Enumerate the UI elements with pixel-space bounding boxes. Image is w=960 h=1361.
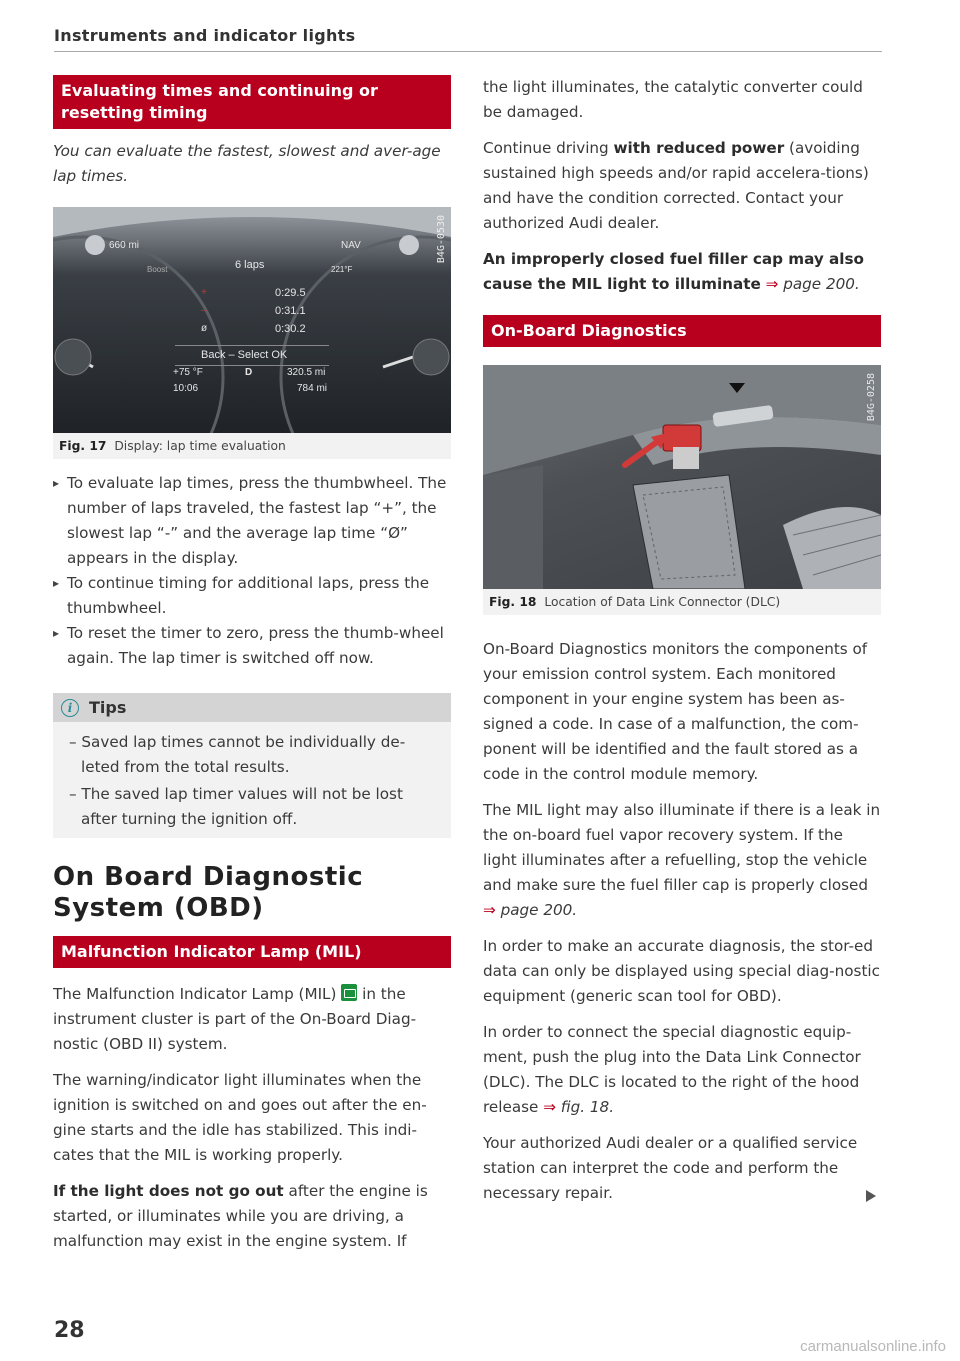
figure-18-label: Fig. 18 bbox=[489, 595, 537, 609]
onboard-p2-text: The MIL light may also illuminate if there is a leak in the on-board fuel vapor recovery system. If the light illuminates after a refuelling, stop the vehicle and make sure the fuel filler cap is properly closed bbox=[483, 801, 881, 894]
range-readout: 320.5 mi bbox=[287, 367, 326, 378]
watermark: carmanualsonline.info bbox=[800, 1338, 946, 1355]
display-divider bbox=[175, 345, 329, 346]
nav-label: NAV bbox=[341, 240, 361, 251]
figure-code: B4G-0530 bbox=[436, 215, 447, 264]
info-icon: i bbox=[61, 699, 79, 717]
outside-temp: +75 °F bbox=[173, 367, 203, 378]
onboard-paragraph-1: On-Board Diagnostics monitors the components of your emission control system. Each monitored component in your engine system has been as-signed a code. In case of a malfunction, the com-ponent will be identified and the fault stored as a code in the control module memory. bbox=[483, 640, 868, 783]
tips-box bbox=[53, 693, 451, 838]
fastest-lap-time: 0:29.5 bbox=[275, 287, 306, 299]
xref-text: page 200. bbox=[783, 275, 860, 293]
section-heading-evaluating: Evaluating times and continuing or resetting timing bbox=[53, 75, 451, 129]
average-symbol: ø bbox=[201, 323, 208, 334]
average-lap-time: 0:30.2 bbox=[275, 323, 306, 335]
odometer-readout: 660 mi bbox=[109, 240, 140, 251]
fuel-cap-bold: An improperly closed fuel filler cap may also cause the MIL light to illuminate bbox=[483, 250, 864, 293]
clock-readout: 10:06 bbox=[173, 383, 199, 394]
continue-arrow-icon bbox=[866, 1190, 876, 1202]
slowest-symbol: – bbox=[201, 305, 207, 316]
mil-paragraph-3 bbox=[53, 1179, 451, 1254]
figure-17-caption bbox=[53, 433, 451, 459]
reduced-power-paragraph bbox=[483, 136, 881, 236]
xref-fig-18[interactable] bbox=[543, 1098, 614, 1116]
tip-item: – The saved lap timer values will not be lost after turning the ignition off. bbox=[69, 785, 403, 828]
onboard-p4-text: In order to connect the special diagnostic equip-ment, push the plug into the Data Link Connector (DLC). The DLC is located to the right of the hood release bbox=[483, 1023, 861, 1116]
onboard-paragraph-2 bbox=[483, 798, 881, 923]
figure-18-caption-text: Location of Data Link Connector (DLC) bbox=[544, 595, 781, 609]
xref-text: fig. 18. bbox=[560, 1098, 615, 1116]
left-column bbox=[53, 75, 451, 1265]
tips-header bbox=[53, 693, 451, 722]
instruction-list bbox=[53, 471, 451, 671]
gear-indicator: D bbox=[245, 367, 253, 378]
tips-list bbox=[53, 722, 451, 838]
mil-p3-bold: If the light does not go out bbox=[53, 1182, 284, 1200]
figure-17-caption-text: Display: lap time evaluation bbox=[114, 439, 286, 453]
laps-count: 6 laps bbox=[235, 259, 265, 271]
mil-paragraph-1 bbox=[53, 982, 451, 1057]
tips-title: Tips bbox=[89, 698, 127, 717]
reduced-bold: with reduced power bbox=[613, 139, 785, 157]
mil-paragraph-2: The warning/indicator light illuminates when the ignition is switched on and goes out after the en-gine starts and the idle has stabilized. This indi-cates that the MIL is working properly. bbox=[53, 1071, 427, 1164]
tip-item: – Saved lap times cannot be individually de-leted from the total results. bbox=[69, 733, 406, 776]
dlc-illustration bbox=[483, 365, 881, 589]
xref-page-200[interactable] bbox=[766, 275, 860, 293]
figure-17-label: Fig. 17 bbox=[59, 439, 107, 453]
mil-p1-end: in the instrument cluster is part of the On-Board Diag-nostic (OBD II) system. bbox=[53, 985, 417, 1053]
engine-warning-icon bbox=[341, 984, 357, 1001]
onboard-paragraph-3: In order to make an accurate diagnosis, the stor-ed data can only be displayed using special diag-nostic equipment (generic scan tool for OBD). bbox=[483, 937, 880, 1005]
dlc-location-image bbox=[483, 365, 881, 589]
xref-arrow-icon: ⇒ bbox=[765, 275, 779, 293]
reduced-end: (avoiding sustained high speeds and/or rapid accelera-tions) and have the condition corrected. Contact your authorized Audi dealer. bbox=[483, 139, 869, 232]
obd-heading: On Board Diagnostic System (OBD) bbox=[53, 862, 364, 923]
trip-readout: 784 mi bbox=[297, 383, 328, 394]
onboard-diagnostics-heading: On-Board Diagnostics bbox=[483, 315, 881, 347]
fuel-cap-paragraph bbox=[483, 247, 881, 297]
figure-18-caption bbox=[483, 589, 881, 615]
display-divider-2 bbox=[175, 365, 329, 366]
slowest-lap-time: 0:31.1 bbox=[275, 305, 306, 317]
intro-text: You can evaluate the fastest, slowest and aver-age lap times. bbox=[53, 142, 441, 185]
continued-paragraph: the light illuminates, the catalytic converter could be damaged. bbox=[483, 78, 863, 121]
header-rule bbox=[54, 51, 882, 52]
temp-top: 221°F bbox=[331, 265, 353, 274]
instruction-continue: ▸ To continue timing for additional laps, press the thumbwheel. bbox=[53, 571, 451, 621]
xref-text: page 200. bbox=[500, 901, 578, 919]
instruction-evaluate: ▸ To evaluate lap times, press the thumbwheel. The number of laps traveled, the fastest lap “+”, the slowest lap “-” and the average lap time “Ø” appears in the display. bbox=[53, 471, 451, 571]
xref-page-200[interactable] bbox=[483, 901, 577, 919]
back-select-label: Back – Select OK bbox=[201, 349, 288, 361]
running-header: Instruments and indicator lights bbox=[54, 26, 356, 45]
mil-heading: Malfunction Indicator Lamp (MIL) bbox=[53, 936, 451, 968]
figure-17 bbox=[53, 207, 451, 459]
right-column bbox=[483, 75, 881, 1217]
figure-code: B4G-0258 bbox=[866, 373, 877, 422]
xref-arrow-icon: ⇒ bbox=[543, 1098, 556, 1116]
mil-p1-start: The Malfunction Indicator Lamp (MIL) bbox=[53, 985, 337, 1003]
instruction-reset: ▸ To reset the timer to zero, press the thumb-wheel again. The lap timer is switched off now. bbox=[53, 621, 451, 671]
figure-18 bbox=[483, 365, 881, 615]
page-number: 28 bbox=[54, 1318, 85, 1343]
reduced-start: Continue driving bbox=[483, 139, 609, 157]
boost-label: Boost bbox=[147, 265, 168, 274]
xref-arrow-icon: ⇒ bbox=[483, 901, 496, 919]
cluster-display-image bbox=[53, 207, 451, 433]
onboard-paragraph-4 bbox=[483, 1020, 881, 1120]
mil-p3-rest: after the engine is started, or illuminates while you are driving, a malfunction may exist in the engine system. If bbox=[53, 1182, 428, 1250]
onboard-paragraph-5: Your authorized Audi dealer or a qualified service station can interpret the code and perform the necessary repair. bbox=[483, 1134, 858, 1202]
fastest-symbol: + bbox=[201, 287, 207, 298]
